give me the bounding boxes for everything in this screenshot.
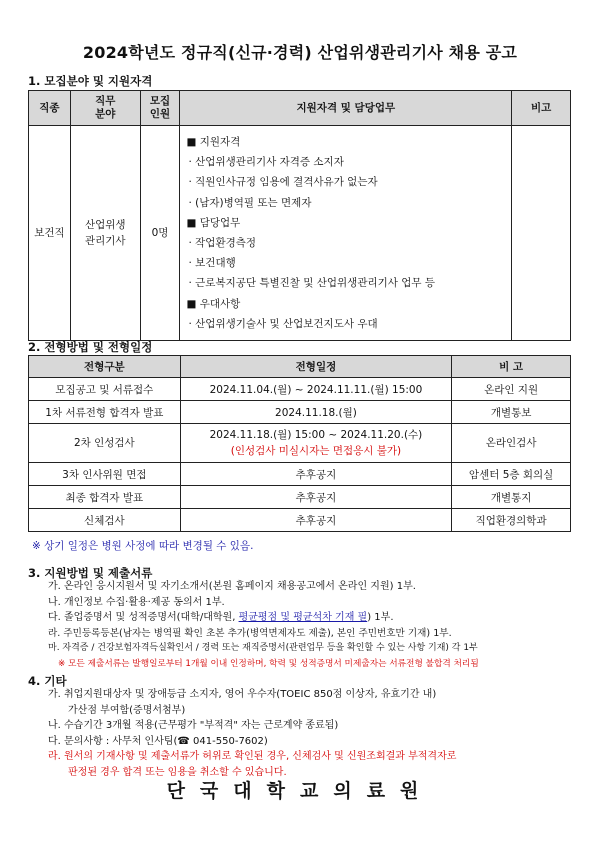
- table-row: [29, 509, 571, 532]
- list-item: 가산점 부여함(증명서첨부): [68, 704, 186, 716]
- cell-stage: 1차 서류전형 합격자 발표: [29, 401, 181, 424]
- schedule-table: [28, 355, 571, 532]
- table-row: [29, 378, 571, 401]
- table-row: [29, 424, 571, 463]
- cell-schedule: [180, 424, 452, 463]
- list-item: 라. 주민등록등본(남자는 병역필 확인 초본 추가(병역면제자도 제출), 본인 주민번호만 기재) 1부.: [48, 627, 452, 639]
- header-remarks: 비고: [512, 91, 571, 126]
- cell-remarks: 직업환경의학과: [452, 509, 571, 532]
- header-count-line2: 인원: [149, 108, 171, 120]
- header-count: [140, 91, 180, 126]
- table-row: [29, 463, 571, 486]
- cell-remarks: 개별통지: [452, 486, 571, 509]
- header-count-line1: 모집: [149, 95, 171, 107]
- list-item: 가. 온라인 응시지원서 및 자기소개서(본원 홈페이지 채용공고에서 온라인 지원) 1부.: [48, 581, 416, 592]
- cell-job-type: 보건직: [29, 126, 71, 341]
- duty-line: · 직원인사규정 임용에 결격사유가 없는자: [188, 176, 378, 189]
- cell-remarks: 온라인 지원: [452, 378, 571, 401]
- list-item: 판정된 경우 합격 또는 임용을 취소할 수 있습니다.: [68, 766, 287, 778]
- table-header-row: [29, 356, 571, 378]
- duty-line: ■ 담당업무: [186, 216, 241, 229]
- list-item: 나. 개인정보 수집·활용·제공 동의서 1부.: [48, 596, 225, 608]
- cell-field-line2: 관리기사: [84, 234, 126, 247]
- qualification-table: [28, 90, 571, 341]
- cell-remarks: 개별통보: [452, 401, 571, 424]
- schedule-note: ※ 상기 일정은 병원 사정에 따라 변경될 수 있음.: [32, 540, 254, 552]
- duty-line: ■ 우대사항: [186, 297, 241, 310]
- cell-stage: 신체검사: [29, 509, 181, 532]
- cell-schedule: 추후공지: [180, 463, 452, 486]
- list-item: 나. 수습기간 3개월 적용(근무평가 "부적격" 자는 근로계약 종료됨): [48, 720, 339, 731]
- header-stage: 전형구분: [29, 356, 181, 378]
- duty-line: · 작업환경측정: [188, 236, 257, 249]
- table-header-row: [29, 91, 571, 126]
- header-schedule: 전형일정: [180, 356, 452, 378]
- header-duties: 지원자격 및 담당업무: [180, 91, 512, 126]
- header-field: [70, 91, 140, 126]
- cell-duties: [180, 126, 512, 341]
- cell-schedule: 2024.11.04.(월) ~ 2024.11.11.(월) 15:00: [180, 378, 452, 401]
- documents-note: ※ 모든 제출서류는 발행일로부터 1개월 이내 인정하며, 학력 및 성적증명서 미제출자는 서류전형 불합격 처리됨: [58, 658, 479, 669]
- duty-line: · 산업위생관리기사 자격증 소지자: [188, 156, 344, 169]
- cell-remarks: [512, 126, 571, 341]
- list-item: 다. 문의사항 : 사무처 인사팀(☎ 041-550-7602): [48, 735, 268, 747]
- header-field-line2: 분야: [95, 108, 116, 120]
- gpa-requirement: 평균평점 및 평균석차 기재 필: [238, 612, 368, 623]
- cell-stage: 최종 합격자 발표: [29, 486, 181, 509]
- list-item: 마. 자격증 / 건강보험자격득실확인서 / 경력 또는 재직증명서(관련업무 등을 확인할 수 있는 사항 기재) 각 1부: [48, 643, 478, 653]
- other-list: [48, 687, 573, 780]
- documents-list: [48, 579, 573, 672]
- list-item-text: ) 1부.: [367, 612, 394, 623]
- section3-heading: 3. 지원방법 및 제출서류: [28, 566, 153, 580]
- header-job-type: 직종: [29, 91, 71, 126]
- cell-stage: 2차 인성검사: [29, 424, 181, 463]
- schedule-warning: (인성검사 미실시자는 면접응시 불가): [230, 445, 402, 457]
- list-item: 라. 원서의 기재사항 및 제출서류가 허위로 확인된 경우, 신체검사 및 신원조회결과 부적격자로: [48, 751, 457, 762]
- cell-field: [70, 126, 140, 341]
- table-row: [29, 126, 571, 341]
- institution-name: 단국대학교의료원: [166, 780, 434, 802]
- duty-line: ■ 지원자격: [186, 136, 241, 148]
- list-item: 가. 취업지원대상자 및 장애등급 소지자, 영어 우수자(TOEIC 850점 이상자, 유효기간 내): [48, 689, 437, 700]
- section2-heading: 2. 전형방법 및 전형일정: [28, 340, 153, 354]
- schedule-dates: 2024.11.18.(월) 15:00 ~ 2024.11.20.(수): [209, 429, 423, 441]
- cell-remarks: 암센터 5층 회의실: [452, 463, 571, 486]
- table-row: [29, 401, 571, 424]
- duty-line: · 근로복지공단 특별진찰 및 산업위생관리기사 업무 등: [188, 277, 435, 290]
- cell-count: 0명: [140, 126, 180, 341]
- cell-stage: 모집공고 및 서류접수: [29, 378, 181, 401]
- cell-schedule: 2024.11.18.(월): [180, 401, 452, 424]
- duty-line: · 보건대행: [188, 257, 236, 270]
- cell-schedule: 추후공지: [180, 509, 452, 532]
- table-row: [29, 486, 571, 509]
- cell-stage: 3차 인사위원 면접: [29, 463, 181, 486]
- header-field-line1: 직무: [95, 95, 116, 107]
- cell-remarks: 온라인검사: [452, 424, 571, 463]
- duty-line: · 산업위생기술사 및 산업보건지도사 우대: [188, 317, 378, 330]
- cell-schedule: 추후공지: [180, 486, 452, 509]
- cell-field-line1: 산업위생: [84, 218, 126, 231]
- header-remarks: 비 고: [452, 356, 571, 378]
- list-item: [48, 610, 573, 626]
- duty-line: · (남자)병역필 또는 면제자: [188, 196, 312, 209]
- section4-heading: 4. 기타: [28, 674, 67, 688]
- page-title: 2024학년도 정규직(신규·경력) 산업위생관리기사 채용 공고: [82, 43, 518, 62]
- section1-heading: 1. 모집분야 및 지원자격: [28, 74, 153, 88]
- list-item-text: 다. 졸업증명서 및 성적증명서(대학/대학원,: [48, 612, 239, 623]
